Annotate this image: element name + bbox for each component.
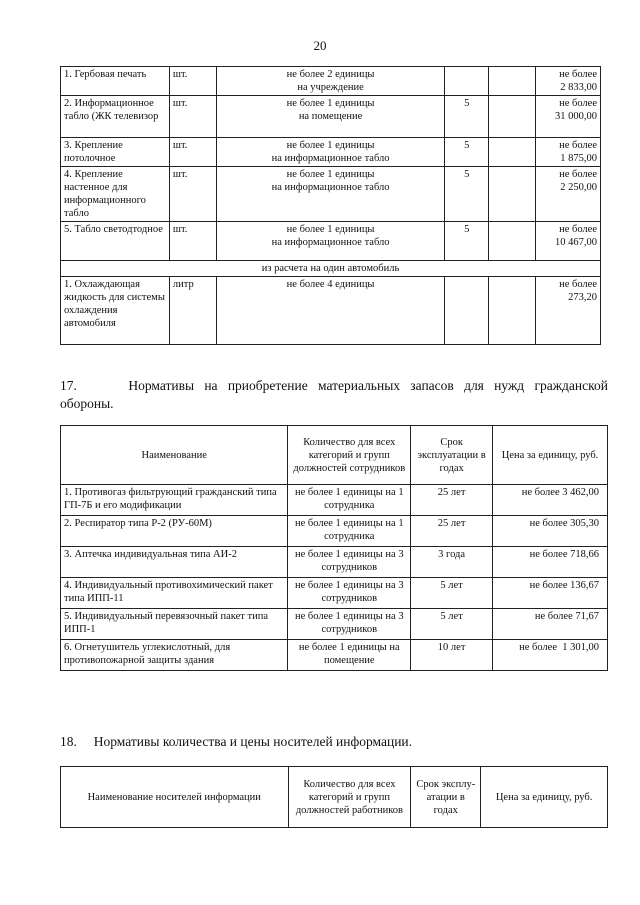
page-number: 20 [313,38,327,53]
item-qty: не более 1 единицы на 3 сотрудников [288,578,411,609]
table-row [61,609,608,640]
col-header-qty: Количество для всех категорий и групп должностей сотрудников [288,426,411,485]
item-unit: шт. [169,67,216,96]
item-name: 2. Информационное табло (ЖК телевизор [61,96,170,138]
item-name: 2. Респиратор типа Р-2 (РУ-60М) [61,516,288,547]
table-row [61,578,608,609]
item-term [445,277,489,345]
table-row [61,222,601,261]
item-price: не более 10 467,00 [536,222,601,261]
item-qty: не более 1 единицы на помещение [288,640,411,671]
item-name: 5. Индивидуальный перевязочный пакет типа ИПП-1 [61,609,288,640]
empty-cell [489,277,536,345]
item-qty: не более 1 единицы на 3 сотрудников [288,547,411,578]
item-unit: шт. [169,222,216,261]
item-unit: шт. [169,167,216,222]
item-price: не более 2 250,00 [536,167,601,222]
item-name: 1. Гербовая печать [61,67,170,96]
item-term: 5 лет [411,578,493,609]
supplies-table-continued [60,66,601,345]
section-17-line-1: 17. Нормативы на приобретение материальных запасов для нужд гражданской [60,378,608,393]
table-header-row [61,767,608,828]
col-header-name: Наименование [61,426,288,485]
item-term: 5 [445,222,489,261]
item-unit: литр [169,277,216,345]
item-price: не более 3 462,00 [493,485,608,516]
col-header-qty: Количество для всех категорий и групп должностей работников [288,767,411,828]
table-section-row [61,261,601,277]
table-row [61,67,601,96]
item-name: 4. Индивидуальный противохимический пакет типа ИПП-11 [61,578,288,609]
table-row [61,485,608,516]
item-term: 3 года [411,547,493,578]
empty-cell [489,67,536,96]
section-18-heading [60,733,608,751]
table-row [61,96,601,138]
section-label: из расчета на один автомобиль [61,261,601,277]
item-price: не более 305,30 [493,516,608,547]
section-17-heading [60,377,608,413]
item-qty: не более 1 единицы на помещение [216,96,444,138]
item-price: не более 718,66 [493,547,608,578]
item-price: не более 1 875,00 [536,138,601,167]
empty-cell [489,96,536,138]
item-name: 1. Охлаждающая жидкость для системы охлаждения автомобиля [61,277,170,345]
item-name: 3. Аптечка индивидуальная типа АИ-2 [61,547,288,578]
item-price: не более 273,20 [536,277,601,345]
item-qty: не более 1 единицы на 1 сотрудника [288,516,411,547]
table-row [61,277,601,345]
item-qty: не более 1 единицы на информационное табло [216,167,444,222]
col-header-price: Цена за единицу, руб. [481,767,608,828]
item-qty: не более 4 единицы [216,277,444,345]
item-term: 5 лет [411,609,493,640]
section-17-line-2: обороны. [60,396,114,411]
item-name: 3. Крепление потолочное [61,138,170,167]
item-unit: шт. [169,96,216,138]
item-term: 5 [445,138,489,167]
item-name: 5. Табло светодтодное [61,222,170,261]
empty-cell [489,138,536,167]
table-row [61,167,601,222]
item-price: не более 31 000,00 [536,96,601,138]
item-unit: шт. [169,138,216,167]
item-name: 4. Крепление настенное для информационного табло [61,167,170,222]
table-row [61,547,608,578]
item-name: 6. Огнетушитель углекислотный, для противопожарной защиты здания [61,640,288,671]
item-term [445,67,489,96]
item-price: не более 2 833,00 [536,67,601,96]
empty-cell [489,167,536,222]
civil-defense-table [60,425,608,671]
item-price: не более 71,67 [493,609,608,640]
table-row [61,640,608,671]
table-row [61,516,608,547]
item-term: 25 лет [411,516,493,547]
item-qty: не более 1 единицы на 1 сотрудника [288,485,411,516]
item-qty: не более 2 единицы на учреждение [216,67,444,96]
col-header-price: Цена за единицу, руб. [493,426,608,485]
item-price: не более 136,67 [493,578,608,609]
media-table [60,766,608,828]
item-term: 5 [445,96,489,138]
table-header-row [61,426,608,485]
item-term: 5 [445,167,489,222]
item-qty: не более 1 единицы на 3 сотрудников [288,609,411,640]
section-18-line-1: 18. Нормативы количества и цены носителей информации. [60,734,413,749]
item-qty: не более 1 единицы на информационное табло [216,222,444,261]
empty-cell [489,222,536,261]
col-header-name: Наименование носителей информации [61,767,289,828]
table-row [61,138,601,167]
item-qty: не более 1 единицы на информационное табло [216,138,444,167]
col-header-term: Срок эксплу-атации в годах [411,767,481,828]
item-price: не более 1 301,00 [493,640,608,671]
item-term: 25 лет [411,485,493,516]
item-name: 1. Противогаз фильтрующий гражданский типа ГП-7Б и его модификации [61,485,288,516]
col-header-term: Срок эксплуатации в годах [411,426,493,485]
item-term: 10 лет [411,640,493,671]
